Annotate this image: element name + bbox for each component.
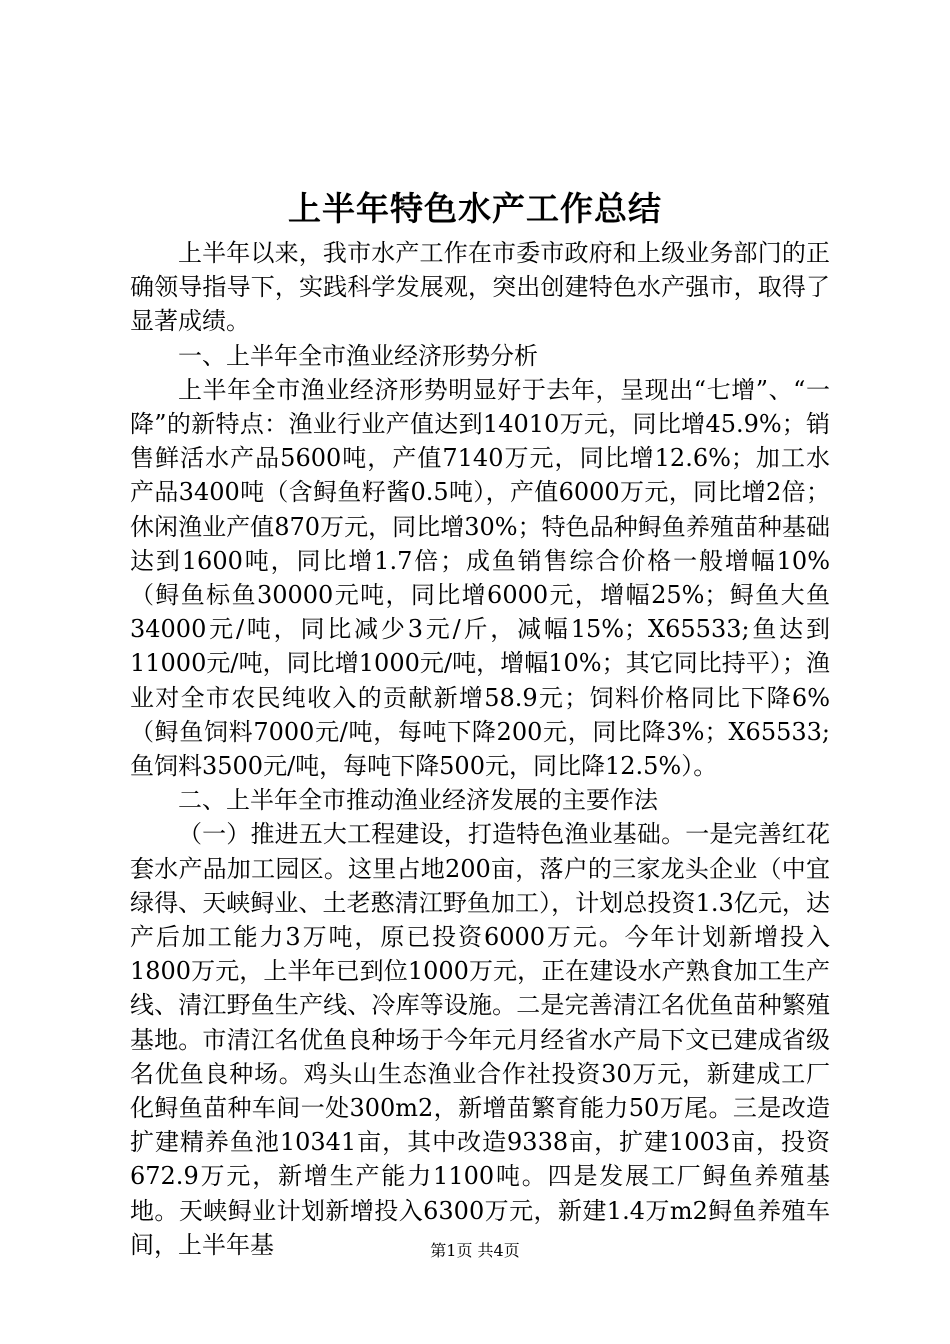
page-number-footer: 第1页 共4页 (430, 1241, 520, 1260)
document-title: 上半年特色水产工作总结 (288, 189, 662, 228)
section-heading-1: 一、上半年全市渔业经济形势分析 (178, 341, 538, 370)
section-heading-2: 二、上半年全市推动渔业经济发展的主要作法 (178, 786, 658, 815)
document-body (130, 236, 830, 1262)
intro-paragraph: 上半年以来，我市水产工作在市委市政府和上级业务部门的正确领导指导下，实践科学发展观，突出创建特色水产强市，取得了显著成绩。 (130, 239, 830, 336)
measures-paragraph: （一）推进五大工程建设，打造特色渔业基础。一是完善红花套水产品加工园区。这里占地200亩，落户的三家龙头企业（中宜绿得、天峡鲟业、土老憨清江野鱼加工），计划总投资1.3亿元，达产后加工能力3万吨，原已投资6000万元。今年计划新增投入1800万元，上半年已到位1000万元，正在建设水产熟食加工生产线、清江野鱼生产线、冷库等设施。二是完善清江名优鱼苗种繁殖基地。市清江名优鱼良种场于今年元月经省水产局下文已建成省级名优鱼良种场。鸡头山生态渔业合作社投资30万元，新建成工厂化鲟鱼苗种车间一处300m2，新增苗繁育能力50万尾。三是改造扩建精养鱼池10341亩，其中改造9338亩，扩建1003亩，投资672.9万元，新增生产能力1100吨。四是发展工厂鲟鱼养殖基地。天峡鲟业计划新增投入6300万元，新建1.4万m2鲟鱼养殖车间，上半年基 (130, 820, 830, 1259)
economic-analysis-paragraph: 上半年全市渔业经济形势明显好于去年，呈现出“七增”、“一降”的新特点：渔业行业产值达到14010万元，同比增45.9%；销售鲜活水产品5600吨，产值7140万元，同比增12.6%；加工水产品3400吨（含鲟鱼籽酱0.5吨），产值6000万元，同比增2倍；休闲渔业产值870万元，同比增30%；特色品种鲟鱼养殖苗种基础达到1600吨，同比增1.7倍；成鱼销售综合价格一般增幅10%（鲟鱼标鱼30000元吨，同比增6000元，增幅25%；鲟鱼大鱼34000元/吨，同比减少3元/斤，减幅15%；X65533;鱼达到11000元/吨，同比增1000元/吨，增幅10%；其它同比持平）；渔业对全市农民纯收入的贡献新增58.9元；饲料价格同比下降6%（鲟鱼饲料7000元/吨，每吨下降200元，同比降3%；X65533;鱼饲料3500元/吨，每吨下降500元，同比降12.5%）。 (130, 375, 830, 781)
